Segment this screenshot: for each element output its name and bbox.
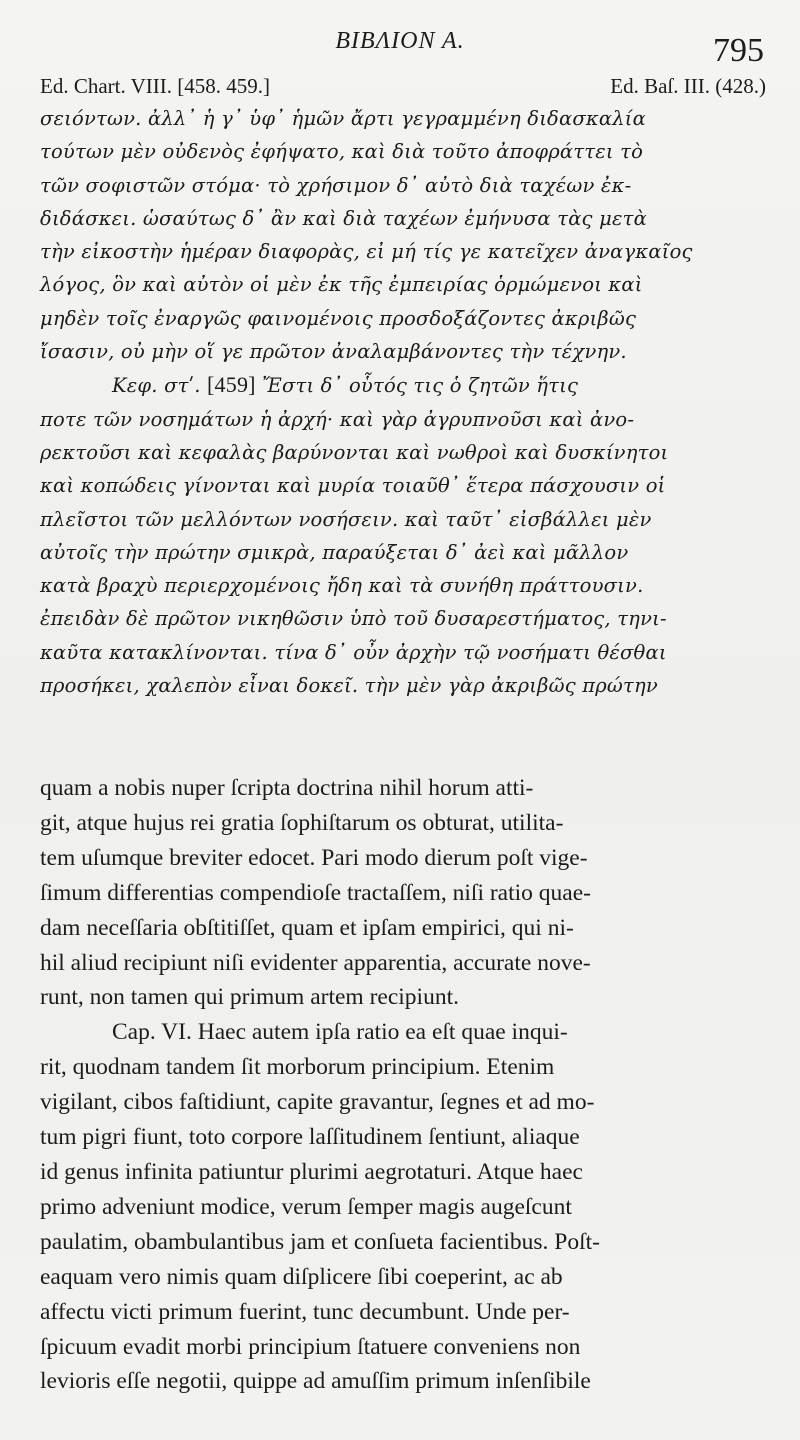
running-title: ΒΙΒΛΙΟΝ Α. <box>335 28 465 54</box>
edition-reference-left: Ed. Chart. VIII. [458. 459.] <box>40 74 270 98</box>
page-number: 795 <box>713 32 764 69</box>
latin-paragraph: quam a nobis nuper ſcripta doctrina nihil horum atti- git, atque hujus rei gratia ſophiſtarum os obturat, utilita- tem uſumque breviter edocet. Pari modo dierum poſt vige- ſimum differentias compendioſe tractaſſem, niſi ratio quae- dam neceſſaria obſtitiſſet, quam et ipſam empirici, qui ni- hil aliud recipiunt niſi evidenter apparentia, accurate nove- runt, non tamen qui primum artem recipiunt. <box>40 775 591 1011</box>
greek-text-block <box>40 102 766 702</box>
latin-chapter-label: Cap. VI. <box>112 1019 192 1046</box>
latin-paragraph: Haec autem ipſa ratio ea eſt quae inqui- rit, quodnam tandem ſit morborum principium. Etenim vigilant, cibos faſtidiunt, capite gravantur, ſegnes et ad mo- tum pigri fiunt, toto corpore laſſitudinem ſentiunt, aliaque id genus infinita patiuntur plurimi aegrotaturi. Atque haec primo adveniunt modice, verum ſemper magis augeſcunt paulatim, obambulantibus jam et conſueta facientibus. Poſt- eaquam vero nimis quam diſplicere ſibi coeperint, ac ab affectu victi primum fuerint, tunc decumbunt. Unde per- ſpicuum evadit morbi principium ſtatuere conveniens non levioris eſſe negotii, quippe ad amuſſim primum inſenſibile <box>40 1019 600 1395</box>
greek-chapter-reference: [459] <box>207 372 256 398</box>
edition-references <box>40 74 766 99</box>
greek-paragraph: Ἔστι δ᾽ οὗτός τις ὁ ζητῶν ἥτις ποτε τῶν νοσημάτων ἡ ἀρχή· καὶ γὰρ ἀγρυπνοῦσι καὶ ἀνο- ρεκτοῦσι καὶ κεφαλὰς βαρύνονται καὶ νωθροὶ καὶ δυσκίνητοι καὶ κοπώδεις γίνονται καὶ μυρία τοιαῦθ᾽ ἕτερα πάσχουσιν οἱ πλεῖστοι τῶν μελλόντων νοσήσειν. καὶ ταῦτ᾽ εἰσβάλλει μὲν αὐτοῖς τὴν πρώτην σμικρὰ, παραύξεται δ᾽ ἀεὶ καὶ μᾶλλον κατὰ βραχὺ περιερχομένοις ἤδη καὶ τὰ συνήθη πράττουσιν. ἐπειδὰν δὲ πρῶτον νικηθῶσιν ὑπὸ τοῦ δυσαρεστήματος, τηνι- καῦτα κατακλίνονται. τίνα δ᾽ οὖν ἀρχὴν τῷ νοσήματι θέσθαι προσήκει, χαλεπὸν εἶναι δοκεῖ. τὴν μὲν γὰρ ἀκριβῶς πρώτην <box>40 374 669 698</box>
greek-paragraph: σειόντων. ἀλλ᾽ ἡ γ᾽ ὑφ᾽ ἡμῶν ἄρτι γεγραμμένη διδασκαλία τούτων μὲν οὐδενὸς ἐφήψατο, καὶ διὰ τοῦτο ἀποφράττει τὸ τῶν σοφιστῶν στόμα· τὸ χρήσιμον δ᾽ αὐτὸ διὰ ταχέων ἐκ- διδάσκει. ὡσαύτως δ᾽ ἂν καὶ διὰ ταχέων ἐμήνυσα τὰς μετὰ τὴν εἰκοστὴν ἡμέραν διαφορὰς, εἰ μή τίς γε κατεῖχεν ἀναγκαῖος λόγος, ὃν καὶ αὐτὸν οἱ μὲν ἐκ τῆς ἐμπειρίας ὁρμώμενοι καὶ μηδὲν τοῖς ἐναργῶς φαινομένοις προσδοξάζοντες ἀκριβῶς ἴσασιν, οὐ μὴν οἵ γε πρῶτον ἀναλαμβάνοντες τὴν τέχνην. <box>40 107 693 364</box>
latin-text-block <box>40 771 766 1399</box>
edition-reference-right: Ed. Baſ. III. (428.) <box>610 74 766 98</box>
greek-chapter-label: Κεφ. στʹ. <box>112 374 201 398</box>
